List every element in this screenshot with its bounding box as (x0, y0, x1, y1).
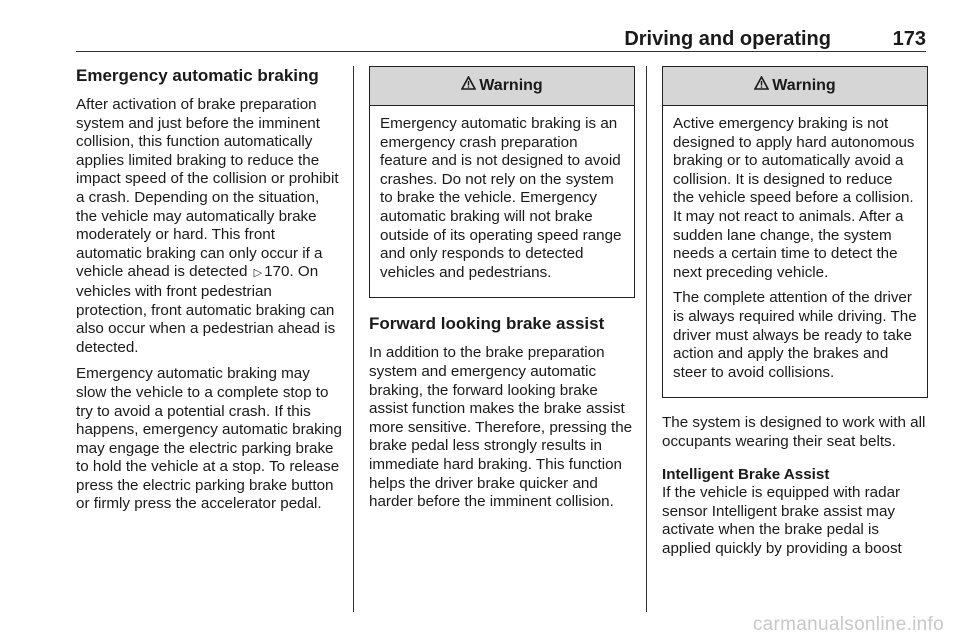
warning-box (662, 66, 928, 398)
warning-triangle-icon (461, 76, 476, 96)
page-reference-arrow-icon: ▷ (253, 267, 263, 280)
page-header (76, 28, 926, 52)
warning-body (663, 106, 927, 397)
header-divider (76, 51, 926, 52)
paragraph-text: . On vehicles with front pedestrian protection, front automatic braking can also occur when a pedestrian ahead is detected. (76, 263, 336, 356)
warning-title: Warning (479, 76, 543, 94)
page-reference-link[interactable]: 170 (264, 263, 290, 281)
paragraph: Emergency automatic braking may slow the vehicle to a complete stop to try to avoid a potential crash. If this happens, emergency automatic braking may engage the electric parking brake to hold the vehicle at a stop. To release press the electric parking brake button or firmly press the accelerator pedal. (76, 365, 342, 513)
column-3 (662, 66, 928, 566)
paragraph (76, 96, 342, 357)
warning-header (370, 67, 634, 106)
warning-box (369, 66, 635, 298)
paragraph-text: After activation of brake preparation system and just before the imminent collision, this function automatically applies limited braking to reduce the impact speed of the collision or prohibit a crash. Depending on the situation, the vehicle may automatically brake moderately or hard. This front automatic braking can only occur if a vehicle ahead is detected (76, 96, 339, 281)
column-1 (76, 66, 342, 522)
warning-text: Active emergency braking is not designed to apply hard autonomous braking or to automatically avoid a collision. It is designed to reduce the vehicle speed before a collision. It may not react to animals. After a sudden lane change, the system needs a certain time to detect the next preceding vehicle. (673, 115, 915, 281)
warning-text: The complete attention of the driver is always required while driving. The driver must always be ready to take action and apply the brakes and steer to avoid collisions. (673, 289, 917, 381)
section-heading: Forward looking brake assist (369, 314, 605, 334)
watermark: carmanualsonline.info (752, 614, 944, 635)
warning-title: Warning (772, 76, 836, 94)
section-heading: Emergency automatic braking (76, 66, 319, 85)
column-2 (369, 66, 635, 520)
warning-header (663, 67, 927, 106)
paragraph: If the vehicle is equipped with radar sensor Intelligent brake assist may activate when the brake pedal is applied quickly by providing a boost (662, 484, 902, 557)
page-number: 173 (892, 28, 926, 50)
column-divider-1 (353, 66, 354, 612)
warning-triangle-icon (754, 76, 769, 96)
warning-text: Emergency automatic braking is an emergency crash preparation feature and is not designed to avoid crashes. Do not rely on the system to brake the vehicle. Emergency automatic braking will not brake outside of its operating speed range and only responds to detected vehicles and pedestrians. (380, 115, 622, 281)
paragraph: In addition to the brake preparation system and emergency automatic braking, the forward looking brake assist function makes the brake assist more sensitive. Therefore, pressing the brake pedal less strongly results in immediate hard braking. This function helps the driver brake quicker and harder before the imminent collision. (369, 344, 633, 511)
section-title: Driving and operating (624, 28, 831, 50)
paragraph: The system is designed to work with all occupants wearing their seat belts. (662, 414, 926, 450)
column-divider-2 (646, 66, 647, 612)
warning-body (370, 106, 634, 297)
subheading: Intelligent Brake Assist (662, 465, 830, 483)
